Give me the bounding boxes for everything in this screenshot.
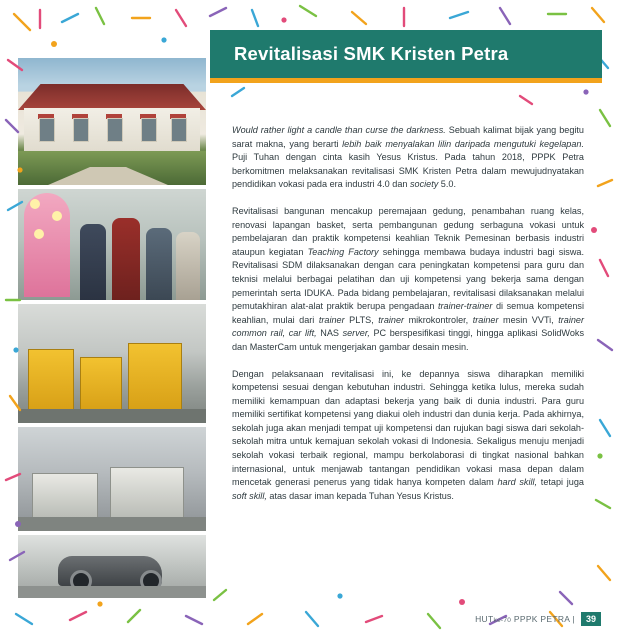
photo-yellow-machines-workshop bbox=[18, 304, 206, 423]
page-footer bbox=[475, 612, 601, 626]
photo-automotive-service-bay bbox=[18, 535, 206, 599]
page-title: Revitalisasi SMK Kristen Petra bbox=[234, 43, 509, 64]
building-window bbox=[107, 118, 123, 142]
page-number-badge: 39 bbox=[581, 612, 601, 626]
building-window bbox=[171, 118, 187, 142]
body-text: Puji Tuhan dengan cinta kasih Yesus Kristus. Pada tahun 2018, PPPK Petra berkomitmen melaksanakan revitalisasi SMK Kristen Petra dalam mewujudnyatakan pendidikan vokasi pada era industri 4.0 dan bbox=[232, 152, 584, 190]
flower-decoration bbox=[30, 199, 40, 209]
footer-publication-label bbox=[475, 614, 575, 624]
article-header-banner bbox=[210, 30, 602, 78]
emphasis-text: lebih baik menyalakan lilin daripada mengutuki kegelapan. bbox=[342, 138, 584, 149]
building-roof bbox=[18, 84, 206, 110]
emphasis-text: trainer common rail, car lift, bbox=[232, 314, 585, 339]
workshop-machine bbox=[128, 343, 182, 413]
article-paragraph bbox=[232, 205, 584, 355]
body-text: Dengan pelaksanaan revitalisasi ini, ke depannya siswa diharapkan memiliki kompetensi sesuai dengan kebutuhan industri. Sehingga ketika lulus, mereka sudah memiliki kemampuan dan adaptasi bekerja yang baik di dunia industri. Para guru memiliki sertifikat kompetensi yang diakui oleh industri dan dunia kerja. Pada akhirnya, sekolah juga akan menjadi tempat uji kompetensi dan rujukan bagi siswa dari sekolah-sekolah mitra untuk kemajuan sekolah vokasi di Indonesia. Sekaligus menuju menjadi sekolah vokasi terbaik regional, mampu berkolaborasi di tingkat nasional bahkan internasional, untuk menjawab tantangan pendidikan vokasi masa depan dalam mencetak generasi penerus yang tidak hanya kompeten dalam bbox=[232, 368, 584, 488]
lathe-machine bbox=[110, 467, 184, 519]
body-text: 5.0. bbox=[438, 179, 456, 190]
emphasis-text: society bbox=[409, 179, 439, 190]
workshop-floor bbox=[18, 409, 206, 423]
service-bay-floor bbox=[18, 586, 206, 598]
decorative-arch bbox=[24, 193, 70, 297]
header-accent-bar bbox=[210, 78, 602, 83]
body-text: PLTS, bbox=[344, 314, 379, 325]
body-text: sehingga membawa budaya industri bagi siswa. Revitalisasi SDM dilaksanakan dengan cara peningkatan kompetensi para guru dan teknisi melalui berbagai pelatihan dan uji kompetensi yang bekerja sama dengan pemerintah serta IDUKA. Pada bidang pembelajaran, revitalisasi dilaksanakan melalui pemutakhiran alat-alat praktik berupa pengadaan bbox=[232, 246, 584, 312]
photo-ribbon-cutting-ceremony bbox=[18, 189, 206, 300]
workshop-machine bbox=[28, 349, 74, 413]
footer-sub-text: ke-70 bbox=[493, 617, 512, 624]
body-text: di semua kompetensi keahlian, mulai dari bbox=[232, 301, 584, 325]
emphasis-text: server, bbox=[342, 328, 370, 339]
photo-lathe-machining-room bbox=[18, 427, 206, 530]
body-text: Revitalisasi bangunan mencakup peremajaan gedung, penambahan ruang kelas, renovasi lapangan basket, serta pembangunan gedung serbaguna vokasi untuk pembelajaran dan praktik kompetensi keahlian Teknik Pemesinan berbasis industri ataupun kegiatan bbox=[232, 205, 584, 257]
body-text: Sebuah kalimat bijak yang begitu sarat makna, yang berarti bbox=[232, 125, 584, 149]
workshop-machine bbox=[80, 357, 122, 413]
emphasis-text: soft skill, bbox=[232, 490, 267, 501]
person-figure bbox=[80, 224, 106, 300]
lathe-machine bbox=[32, 473, 98, 519]
emphasis-text: Teaching Factory bbox=[307, 246, 379, 257]
footer-main-text: HUT bbox=[475, 614, 494, 624]
photo-column bbox=[18, 58, 206, 598]
person-figure bbox=[112, 218, 140, 300]
emphasis-text: trainer bbox=[318, 314, 345, 325]
emphasis-text: hard skill, bbox=[497, 477, 538, 488]
emphasis-text: trainer bbox=[378, 314, 405, 325]
machining-room-floor bbox=[18, 517, 206, 531]
flower-decoration bbox=[52, 211, 62, 221]
emphasis-text: trainer-trainer bbox=[437, 301, 493, 312]
emphasis-text: trainer bbox=[472, 314, 499, 325]
body-text: NAS bbox=[316, 328, 343, 339]
building-window bbox=[39, 118, 55, 142]
footer-separator: | bbox=[572, 614, 575, 624]
emphasis-text: Would rather light a candle than curse the darkness. bbox=[232, 125, 446, 135]
article-paragraph bbox=[232, 124, 584, 192]
building-window bbox=[141, 118, 157, 142]
article-body bbox=[232, 124, 584, 516]
body-text: tetapi juga bbox=[537, 477, 584, 488]
person-figure bbox=[176, 232, 200, 300]
person-figure bbox=[146, 228, 172, 300]
body-text: mesin VVTi, bbox=[498, 314, 559, 325]
photo-school-building bbox=[18, 58, 206, 185]
body-text: atas dasar iman kepada Tuhan Yesus Kristus. bbox=[266, 490, 454, 501]
body-text: PC berspesifikasi tinggi, hingga aplikasi SolidWoks dan MasterCam untuk mengerjakan gambar desain mesin. bbox=[232, 328, 584, 352]
article-paragraph bbox=[232, 368, 584, 504]
flower-decoration bbox=[34, 229, 44, 239]
footer-tail-text: PPPK PETRA bbox=[513, 614, 570, 624]
building-window bbox=[73, 118, 89, 142]
body-text: mikrokontroler, bbox=[404, 314, 473, 325]
